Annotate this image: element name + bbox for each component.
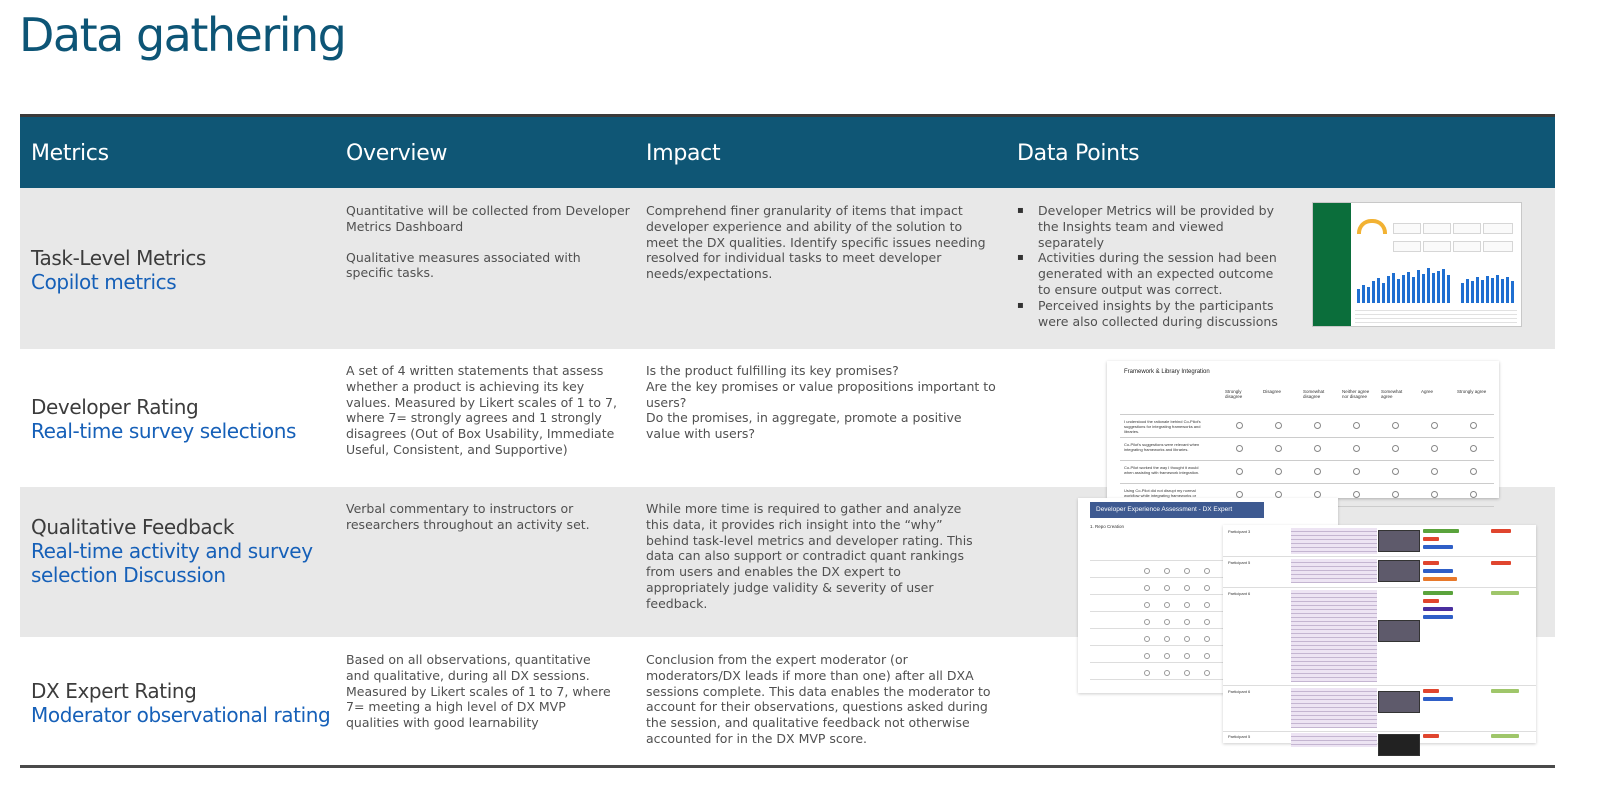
impact-text: Is the product fulfilling its key promises? bbox=[646, 363, 899, 378]
data-point-item: ▪ Perceived insights by the participants were also collected during discussions bbox=[1017, 298, 1279, 330]
survey-row bbox=[1120, 461, 1494, 484]
metric-name: Developer Rating bbox=[31, 395, 199, 419]
metric-label bbox=[31, 246, 321, 294]
data-point-item: ▪ Activities during the session had been generated with an expected outcome to ensure output was correct. bbox=[1017, 250, 1279, 297]
data-point-item: ▪ Developer Metrics will be provided by the Insights team and viewed separately bbox=[1017, 203, 1279, 250]
metric-name: DX Expert Rating bbox=[31, 679, 197, 703]
survey-column-header: Strongly agree bbox=[1457, 389, 1487, 394]
survey-column-header: Strongly disagree bbox=[1225, 389, 1243, 399]
survey-row bbox=[1120, 415, 1494, 438]
header-impact: Impact bbox=[646, 141, 721, 166]
survey-column-header: Agree bbox=[1421, 389, 1434, 394]
overview-cell bbox=[346, 203, 631, 281]
data-points-cell bbox=[1017, 203, 1279, 329]
survey-column-header: Somewhat agree bbox=[1381, 389, 1403, 399]
assessment-section: 1. Repo Creation bbox=[1090, 524, 1125, 529]
impact-text: While more time is required to gather and analyze this data, it provides rich insight into the “why” behind task-level metrics and developer rating. This data can also support or contradict quant rankings from users and enables the DX expert to appropriately judge validity & severity of user feedback. bbox=[646, 501, 973, 611]
metric-subtitle: Copilot metrics bbox=[31, 270, 177, 294]
metric-subtitle: Real-time activity and survey selection Discussion bbox=[31, 539, 313, 587]
metric-subtitle: Real-time survey selections bbox=[31, 419, 297, 443]
page-title: Data gathering bbox=[19, 8, 346, 62]
assessment-title: Developer Experience Assessment - DX Expert bbox=[1090, 502, 1264, 518]
survey-statement: I understood the rationale behind Co-Pilot's suggestions for integrating frameworks and libraries. bbox=[1124, 419, 1201, 434]
overview-cell bbox=[346, 652, 616, 731]
survey-column-header: Neither agree nor disagree bbox=[1342, 389, 1370, 399]
impact-cell bbox=[646, 501, 986, 612]
impact-cell bbox=[646, 363, 996, 442]
survey-statement: Using Co-Pilot did not disrupt my normal workflow while integrating frameworks or bbox=[1124, 488, 1197, 498]
impact-text: Do the promises, in aggregate, promote a positive value with users? bbox=[646, 410, 962, 442]
header-data-points: Data Points bbox=[1017, 141, 1140, 166]
table-row-task-level bbox=[20, 188, 1555, 349]
overview-cell bbox=[346, 501, 598, 533]
impact-cell bbox=[646, 652, 998, 747]
participant-label: Participant 5 bbox=[1228, 560, 1251, 565]
participant-notes-thumbnail bbox=[1223, 525, 1536, 743]
impact-text: Conclusion from the expert moderator (or moderators/DX leads if more than one) after all DXA sessions complete. This data enables the moderator to account for their observations, questions asked during the session, and qualitative feedback not otherwise accounted for in the DX MVP score. bbox=[646, 652, 991, 746]
survey-statement: Co-Pilot worked the way I thought it would when assisting with framework integration. bbox=[1124, 465, 1200, 475]
metric-subtitle: Moderator observational rating bbox=[31, 703, 331, 727]
participant-label: Participant 6 bbox=[1228, 689, 1251, 694]
survey-column-header: Somewhat disagree bbox=[1303, 389, 1325, 399]
impact-text: Are the key promises or value propositions important to users? bbox=[646, 378, 996, 410]
metric-label bbox=[31, 395, 321, 443]
bottom-divider bbox=[20, 765, 1555, 768]
header-metrics: Metrics bbox=[31, 141, 109, 166]
overview-cell bbox=[346, 363, 628, 458]
overview-text: Quantitative will be collected from Developer Metrics Dashboard bbox=[346, 203, 630, 234]
overview-text: Qualitative measures associated with specific tasks. bbox=[346, 249, 581, 281]
header-overview: Overview bbox=[346, 141, 448, 166]
survey-column-header: Disagree bbox=[1263, 389, 1282, 394]
survey-thumbnail bbox=[1107, 361, 1499, 498]
metric-label bbox=[31, 515, 321, 587]
survey-row bbox=[1120, 438, 1494, 461]
participant-label: Participant 6 bbox=[1228, 591, 1251, 596]
metric-label bbox=[31, 679, 331, 727]
overview-text: Verbal commentary to instructors or researchers throughout an activity set. bbox=[346, 501, 590, 532]
survey-statement: Co-Pilot's suggestions were relevant when integrating frameworks and libraries. bbox=[1124, 442, 1200, 452]
metric-name: Task-Level Metrics bbox=[31, 246, 206, 270]
table-header bbox=[20, 117, 1555, 188]
overview-text: A set of 4 written statements that assess whether a product is achieving its key values. Measured by Likert scales of 1 to 7, where 7= strongly agrees and 1 strongly disagrees (Out of Box Usability, Immediate Useful, Consistent, and Supportive) bbox=[346, 363, 617, 457]
participant-label: Participant 5 bbox=[1228, 734, 1251, 739]
impact-cell bbox=[646, 203, 996, 282]
overview-text: Based on all observations, quantitative and qualitative, during all DX sessions. Measured by Likert scales of 1 to 7, where 7= meeting a high level of DX MVP qualities with good learnability bbox=[346, 652, 611, 731]
metrics-dashboard-thumbnail bbox=[1312, 202, 1522, 327]
metric-name: Qualitative Feedback bbox=[31, 515, 235, 539]
impact-text: Comprehend finer granularity of items that impact developer experience and ability of the solution to meet the DX qualities. Identify specific issues needing resolved for individual tasks to meet developer needs/expectations. bbox=[646, 203, 986, 282]
survey-title: Framework & Library Integration bbox=[1124, 369, 1210, 375]
participant-label: Participant 3 bbox=[1228, 529, 1251, 534]
